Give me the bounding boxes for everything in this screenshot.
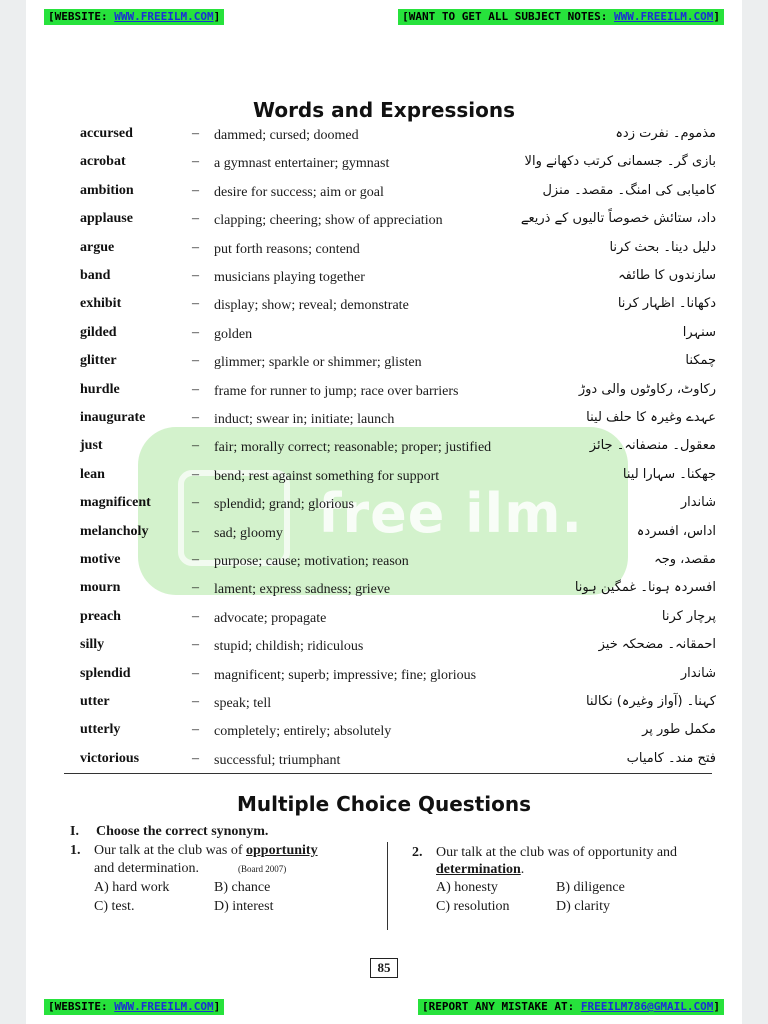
vocab-word: exhibit bbox=[80, 296, 122, 312]
vocab-row bbox=[0, 637, 768, 665]
vocab-meaning: fair; morally correct; reasonable; proper; justified bbox=[214, 440, 492, 456]
vocab-urdu-meaning: فتح مند۔ کامیاب bbox=[626, 750, 716, 766]
dash-separator: – bbox=[192, 154, 199, 170]
vocab-meaning: advocate; propagate bbox=[214, 610, 327, 626]
vocab-word: magnificent bbox=[80, 495, 151, 511]
words-expressions-title: Words and Expressions bbox=[252, 98, 515, 122]
notes-banner-top-right bbox=[398, 9, 724, 25]
dash-separator: – bbox=[192, 495, 199, 511]
vocab-word: band bbox=[80, 268, 111, 283]
vocab-row bbox=[0, 694, 768, 722]
watermark-text: free ilm. bbox=[318, 482, 583, 545]
vocab-meaning: sad; gloomy bbox=[214, 525, 283, 541]
vocab-word: lean bbox=[80, 466, 105, 482]
question-1-keyword: opportunity bbox=[246, 843, 318, 858]
vocab-word: acrobat bbox=[80, 154, 126, 170]
vocab-meaning: dammed; cursed; doomed bbox=[214, 128, 359, 143]
vocab-row bbox=[0, 552, 768, 580]
vocab-word: victorious bbox=[80, 750, 140, 766]
mcq-title: Multiple Choice Questions bbox=[236, 792, 531, 816]
board-note: (Board 2007) bbox=[238, 864, 287, 874]
vocab-row bbox=[0, 154, 768, 182]
option-text: clarity bbox=[574, 899, 611, 914]
vocab-meaning: successful; triumphant bbox=[214, 752, 341, 768]
option-text: chance bbox=[231, 880, 271, 895]
option-letter: A) bbox=[94, 880, 109, 895]
vocab-meaning: a gymnast entertainer; gymnast bbox=[214, 156, 390, 172]
vocab-word: gilded bbox=[80, 324, 117, 340]
vocab-word: argue bbox=[80, 239, 115, 255]
vocab-meaning: desire for success; aim or goal bbox=[214, 184, 384, 200]
q2-option-d[interactable] bbox=[556, 899, 610, 915]
dash-separator: – bbox=[192, 211, 199, 227]
banner-label: [WANT TO GET ALL SUBJECT NOTES: bbox=[402, 10, 615, 23]
vocab-word: melancholy bbox=[80, 523, 149, 539]
section-divider bbox=[64, 773, 712, 774]
vocab-row bbox=[0, 524, 768, 552]
vocab-row bbox=[0, 467, 768, 495]
website-link[interactable]: WWW.FREEILM.COM bbox=[114, 1000, 214, 1013]
vocab-word: accursed bbox=[80, 126, 133, 141]
vocab-urdu-meaning: اداس، افسردہ bbox=[636, 523, 716, 539]
vocab-word: silly bbox=[80, 637, 105, 653]
vocab-urdu-meaning: مکمل طور پر bbox=[642, 722, 716, 738]
website-banner-top-left bbox=[44, 9, 224, 25]
vocab-meaning: speak; tell bbox=[214, 696, 272, 711]
option-letter: C) bbox=[436, 899, 450, 914]
vocab-meaning: stupid; childish; ridiculous bbox=[214, 639, 364, 655]
q1-option-d[interactable] bbox=[214, 899, 274, 915]
vocab-row bbox=[0, 438, 768, 466]
dash-separator: – bbox=[192, 381, 199, 397]
dash-separator: – bbox=[192, 608, 199, 624]
option-letter: B) bbox=[214, 880, 228, 895]
vocab-word: glitter bbox=[80, 353, 117, 369]
vocab-meaning: magnificent; superb; impressive; fine; glorious bbox=[214, 667, 477, 683]
vocab-row bbox=[0, 722, 768, 750]
vocab-row bbox=[0, 296, 768, 324]
dash-separator: – bbox=[192, 324, 199, 340]
vocab-urdu-meaning: کامیابی کی امنگ۔ مقصد۔ منزل bbox=[542, 182, 716, 198]
vocab-urdu-meaning: افسردہ ہونا۔ غمگین ہونا bbox=[574, 580, 716, 596]
dash-separator: – bbox=[192, 750, 199, 766]
vocab-meaning: splendid; grand; glorious bbox=[214, 497, 354, 513]
banner-close: ] bbox=[713, 1000, 720, 1013]
dash-separator: – bbox=[192, 410, 199, 425]
q2-option-b[interactable] bbox=[556, 880, 625, 896]
vocab-row bbox=[0, 580, 768, 608]
vocab-word: utterly bbox=[80, 722, 121, 738]
q1-option-a[interactable] bbox=[94, 880, 169, 896]
vocab-row bbox=[0, 666, 768, 694]
q1-option-c[interactable] bbox=[94, 899, 134, 915]
report-email-link[interactable]: FREEILM786@GMAIL.COM bbox=[580, 1000, 714, 1013]
vocab-urdu-meaning: عہدے وغیرہ کا حلف لینا bbox=[586, 410, 716, 425]
vocab-row bbox=[0, 325, 768, 353]
q2-option-a[interactable] bbox=[436, 880, 498, 896]
dash-separator: – bbox=[192, 665, 199, 681]
option-letter: B) bbox=[556, 880, 570, 895]
vocab-row bbox=[0, 609, 768, 637]
vocab-urdu-meaning: مذموم۔ نفرت زدہ bbox=[615, 126, 716, 141]
banner-close: ] bbox=[213, 10, 221, 23]
vocab-urdu-meaning: بازی گر۔ جسمانی کرتب دکھانے والا bbox=[524, 154, 716, 170]
option-letter: D) bbox=[214, 899, 229, 914]
vocab-row bbox=[0, 211, 768, 239]
vocab-word: utter bbox=[80, 694, 110, 709]
dash-separator: – bbox=[192, 523, 199, 539]
vocab-urdu-meaning: سنہرا bbox=[682, 324, 716, 340]
question-2-line1: Our talk at the club was of opportunity and bbox=[436, 845, 678, 860]
vocab-row bbox=[0, 183, 768, 211]
vocab-row bbox=[0, 751, 768, 779]
vocab-row bbox=[0, 495, 768, 523]
vocab-meaning: put forth reasons; contend bbox=[214, 241, 360, 257]
question-2-end: . bbox=[520, 862, 525, 877]
vocab-word: hurdle bbox=[80, 381, 120, 397]
vocab-urdu-meaning: شاندار bbox=[680, 495, 716, 511]
q1-option-b[interactable] bbox=[214, 880, 270, 896]
column-divider bbox=[387, 842, 388, 930]
dash-separator: – bbox=[192, 552, 199, 567]
option-text: honesty bbox=[454, 880, 498, 895]
option-text: hard work bbox=[112, 880, 170, 895]
notes-link[interactable]: WWW.FREEILM.COM bbox=[614, 10, 714, 23]
vocab-word: ambition bbox=[80, 182, 134, 198]
dash-separator: – bbox=[192, 722, 199, 738]
vocab-urdu-meaning: شاندار bbox=[680, 665, 716, 681]
banner-label: [WEBSITE: bbox=[48, 10, 115, 23]
vocab-urdu-meaning: داد، ستائش خصوصاً تالیوں کے ذریعے bbox=[520, 211, 716, 227]
dash-separator: – bbox=[192, 126, 199, 141]
option-letter: A) bbox=[436, 880, 451, 895]
vocab-urdu-meaning: احمقانہ۔ مضحکہ خیز bbox=[598, 637, 716, 653]
vocab-urdu-meaning: پرچار کرنا bbox=[661, 608, 716, 624]
option-text: diligence bbox=[573, 880, 625, 895]
vocab-urdu-meaning: چمکنا bbox=[685, 353, 716, 369]
vocab-row bbox=[0, 382, 768, 410]
dash-separator: – bbox=[192, 466, 199, 482]
vocab-meaning: display; show; reveal; demonstrate bbox=[214, 298, 409, 314]
dash-separator: – bbox=[192, 438, 199, 454]
banner-label: [WEBSITE: bbox=[48, 1000, 115, 1013]
dash-separator: – bbox=[192, 580, 199, 596]
dash-separator: – bbox=[192, 694, 199, 709]
website-link[interactable]: WWW.FREEILM.COM bbox=[114, 10, 214, 23]
dash-separator: – bbox=[192, 296, 199, 312]
vocab-row bbox=[0, 240, 768, 268]
question-1-text bbox=[94, 843, 318, 859]
vocab-word: mourn bbox=[80, 580, 121, 596]
vocab-meaning: completely; entirely; absolutely bbox=[214, 724, 392, 740]
vocab-word: preach bbox=[80, 608, 121, 624]
vocab-word: just bbox=[80, 438, 103, 454]
vocab-word: applause bbox=[80, 211, 133, 227]
vocab-meaning: glimmer; sparkle or shimmer; glisten bbox=[214, 355, 422, 371]
vocab-urdu-meaning: مقصد، وجہ bbox=[654, 552, 716, 567]
vocab-meaning: induct; swear in; initiate; launch bbox=[214, 412, 395, 427]
banner-label: [REPORT ANY MISTAKE AT: bbox=[421, 1000, 581, 1013]
question-1-number: 1. bbox=[70, 843, 81, 858]
dash-separator: – bbox=[192, 353, 199, 369]
question-2-keyword: determination bbox=[436, 862, 521, 877]
dash-separator: – bbox=[192, 182, 199, 198]
vocab-urdu-meaning: دلیل دینا۔ بحث کرنا bbox=[609, 239, 716, 255]
question-1-stem: Our talk at the club was of bbox=[94, 843, 247, 858]
banner-close: ] bbox=[213, 1000, 221, 1013]
section-instruction: Choose the correct synonym. bbox=[96, 824, 269, 839]
option-text: interest bbox=[232, 899, 274, 914]
dash-separator: – bbox=[192, 637, 199, 653]
vocab-urdu-meaning: سازندوں کا طائفہ bbox=[618, 268, 716, 283]
vocab-word: splendid bbox=[80, 665, 131, 681]
vocab-word: motive bbox=[80, 552, 121, 567]
vocab-meaning: clapping; cheering; show of appreciation bbox=[214, 213, 443, 229]
report-banner-bottom-right bbox=[418, 999, 724, 1015]
option-letter: C) bbox=[94, 899, 108, 914]
dash-separator: – bbox=[192, 239, 199, 255]
vocab-meaning: frame for runner to jump; race over barriers bbox=[214, 383, 459, 399]
vocab-meaning: golden bbox=[214, 326, 253, 342]
question-2-line2 bbox=[436, 862, 524, 878]
vocab-meaning: musicians playing together bbox=[214, 270, 365, 285]
vocab-urdu-meaning: جھکنا۔ سہارا لینا bbox=[622, 466, 716, 482]
website-banner-bottom-left bbox=[44, 999, 224, 1015]
dash-separator: – bbox=[192, 268, 199, 283]
option-letter: D) bbox=[556, 899, 571, 914]
vocab-row bbox=[0, 268, 768, 296]
vocab-urdu-meaning: کہنا۔ (آواز وغیرہ) نکالنا bbox=[585, 694, 716, 709]
vocab-row bbox=[0, 410, 768, 438]
vocab-meaning: lament; express sadness; grieve bbox=[214, 582, 391, 598]
vocab-word: inaugurate bbox=[80, 410, 146, 425]
question-1-line2: and determination. bbox=[94, 861, 199, 876]
vocab-row bbox=[0, 126, 768, 154]
vocab-meaning: purpose; cause; motivation; reason bbox=[214, 554, 409, 569]
option-text: resolution bbox=[453, 899, 510, 914]
section-number: I. bbox=[70, 824, 79, 839]
banner-close: ] bbox=[713, 10, 720, 23]
vocab-urdu-meaning: معقول۔ منصفانہ۔ جائز bbox=[589, 438, 716, 454]
vocab-urdu-meaning: رکاوٹ، رکاوٹوں والی دوڑ bbox=[578, 381, 716, 397]
q2-option-c[interactable] bbox=[436, 899, 510, 915]
vocab-meaning: bend; rest against something for support bbox=[214, 468, 440, 484]
page-number: 85 bbox=[370, 958, 398, 978]
question-2-number: 2. bbox=[412, 845, 423, 860]
vocab-urdu-meaning: دکھانا۔ اظہار کرنا bbox=[617, 296, 716, 312]
vocab-row bbox=[0, 353, 768, 381]
option-text: test. bbox=[111, 899, 135, 914]
